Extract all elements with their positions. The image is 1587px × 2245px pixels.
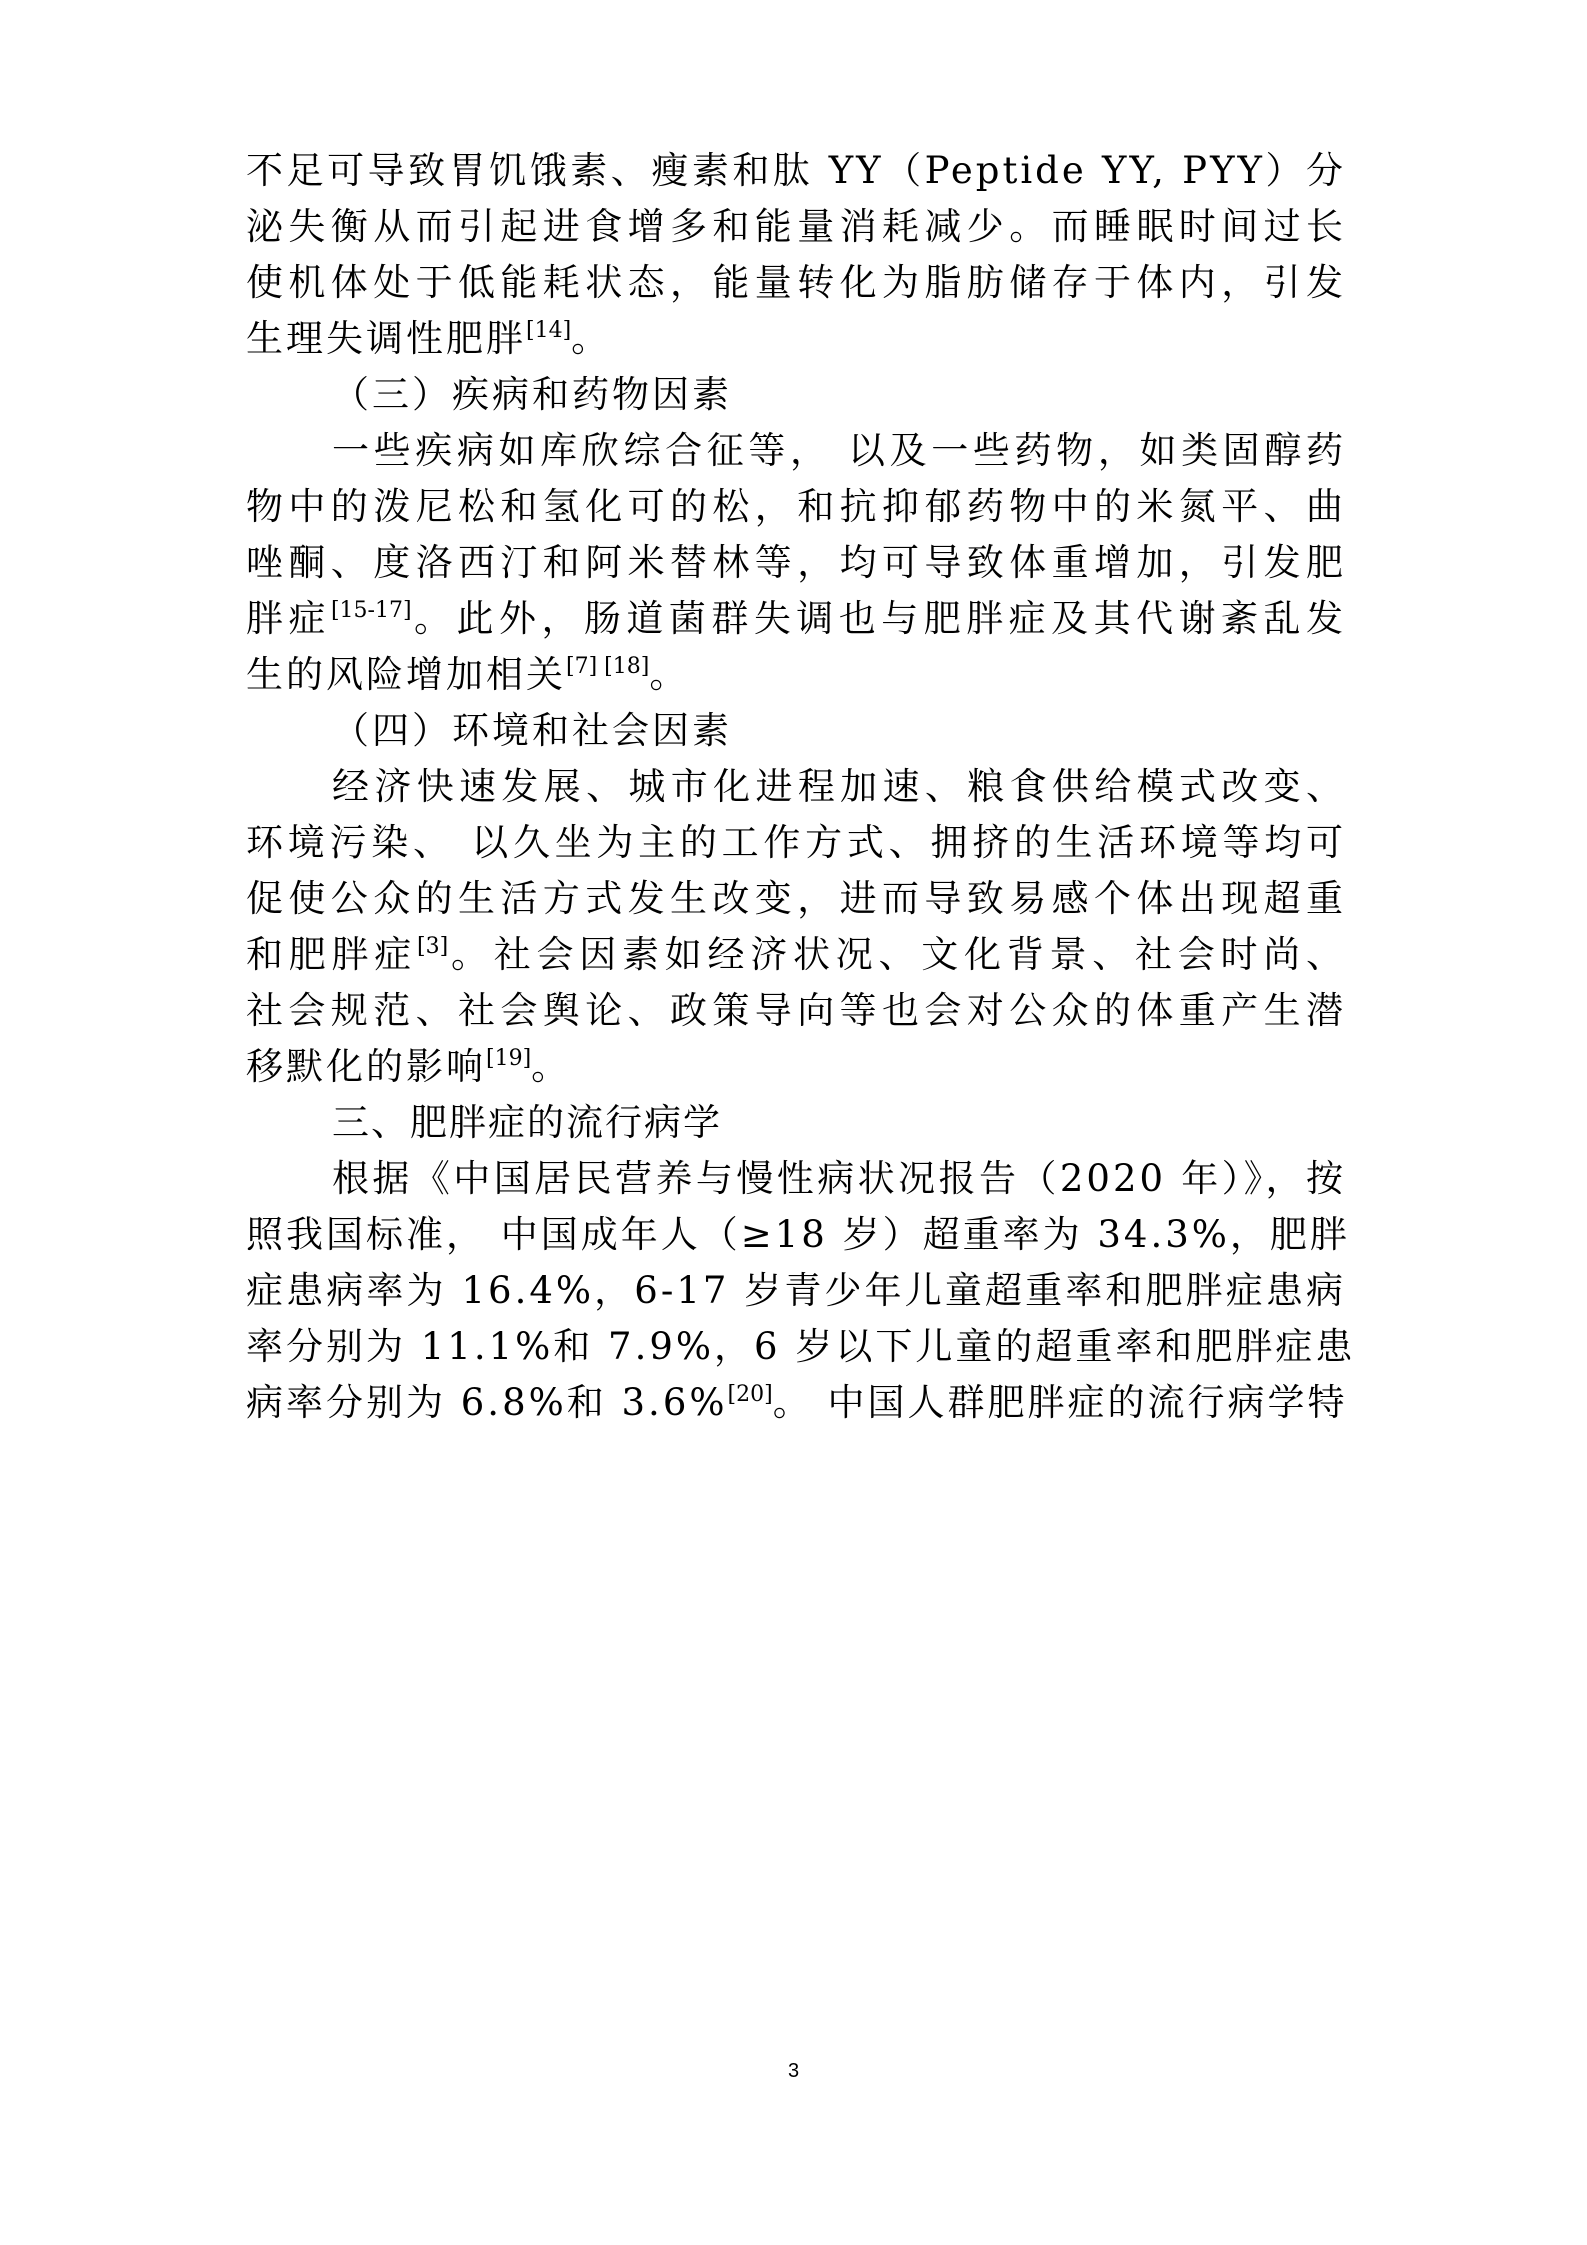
- line-text: 。: [531, 1045, 572, 1088]
- citation: [20]: [727, 1382, 773, 1407]
- paragraph-line: 照我国标准， 中国成年人（≥18 岁）超重率为 34.3%，肥胖: [246, 1213, 1350, 1256]
- paragraph-line: 物中的泼尼松和氢化可的松，和抗抑郁药物中的米氮平、曲: [246, 485, 1346, 528]
- paragraph-line: 一些疾病如库欣综合征等， 以及一些药物，如类固醇药: [332, 429, 1346, 472]
- line-text: 和肥胖症: [246, 933, 418, 976]
- citation: [19]: [486, 1046, 532, 1071]
- citation: [7] [18]: [566, 654, 650, 679]
- line-text: 。 中国人群肥胖症的流行病学特: [772, 1381, 1348, 1424]
- line-text: 。: [571, 317, 612, 360]
- paragraph-line: 经济快速发展、城市化进程加速、粮食供给模式改变、: [332, 765, 1346, 808]
- paragraph-line: [246, 597, 1346, 641]
- citation: [14]: [526, 318, 572, 343]
- line-text: 病率分别为 6.8%和 3.6%: [246, 1381, 728, 1424]
- citation: [15-17]: [330, 598, 412, 623]
- citation: [3]: [417, 934, 449, 959]
- subsection-heading: （三）疾病和药物因素: [332, 373, 732, 416]
- line-text: 生的风险增加相关: [246, 653, 566, 696]
- paragraph-line: 社会规范、社会舆论、政策导向等也会对公众的体重产生潜: [246, 989, 1346, 1032]
- line-text: 。社会因素如经济状况、文化背景、社会时尚、: [448, 933, 1347, 976]
- subsection-heading: （四）环境和社会因素: [332, 709, 732, 752]
- line-text: 移默化的影响: [246, 1045, 486, 1088]
- paragraph-line: 泌失衡从而引起进食增多和能量消耗减少。而睡眠时间过长: [246, 205, 1346, 248]
- page-number: 3: [787, 2060, 800, 2082]
- line-text: 。: [649, 653, 690, 696]
- paragraph-line: 根据《中国居民营养与慢性病状况报告（2020 年）》，按: [332, 1157, 1346, 1200]
- paragraph-line: 唑酮、度洛西汀和阿米替林等，均可导致体重增加，引发肥: [246, 541, 1346, 584]
- paragraph-line: 不足可导致胃饥饿素、瘦素和肽 YY（Peptide YY, PYY）分: [246, 149, 1346, 192]
- section-heading: 三、肥胖症的流行病学: [332, 1101, 722, 1144]
- paragraph-line: [246, 653, 1346, 697]
- line-text: 胖症: [246, 597, 331, 640]
- paragraph-line: 使机体处于低能耗状态，能量转化为脂肪储存于体内，引发: [246, 261, 1346, 304]
- paragraph-line: [246, 933, 1346, 977]
- paragraph-line: [246, 1381, 1346, 1425]
- paragraph-line: [246, 1045, 1346, 1089]
- paragraph-line: 促使公众的生活方式发生改变，进而导致易感个体出现超重: [246, 877, 1346, 920]
- paragraph-line: [246, 317, 1346, 361]
- line-text: 生理失调性肥胖: [246, 317, 526, 360]
- paragraph-line: 率分别为 11.1%和 7.9%，6 岁以下儿童的超重率和肥胖症患: [246, 1325, 1356, 1368]
- paragraph-line: 症患病率为 16.4%，6-17 岁青少年儿童超重率和肥胖症患病: [246, 1269, 1346, 1312]
- line-text: 。此外，肠道菌群失调也与肥胖症及其代谢紊乱发: [411, 597, 1347, 640]
- paragraph-line: 环境污染、 以久坐为主的工作方式、拥挤的生活环境等均可: [246, 821, 1346, 864]
